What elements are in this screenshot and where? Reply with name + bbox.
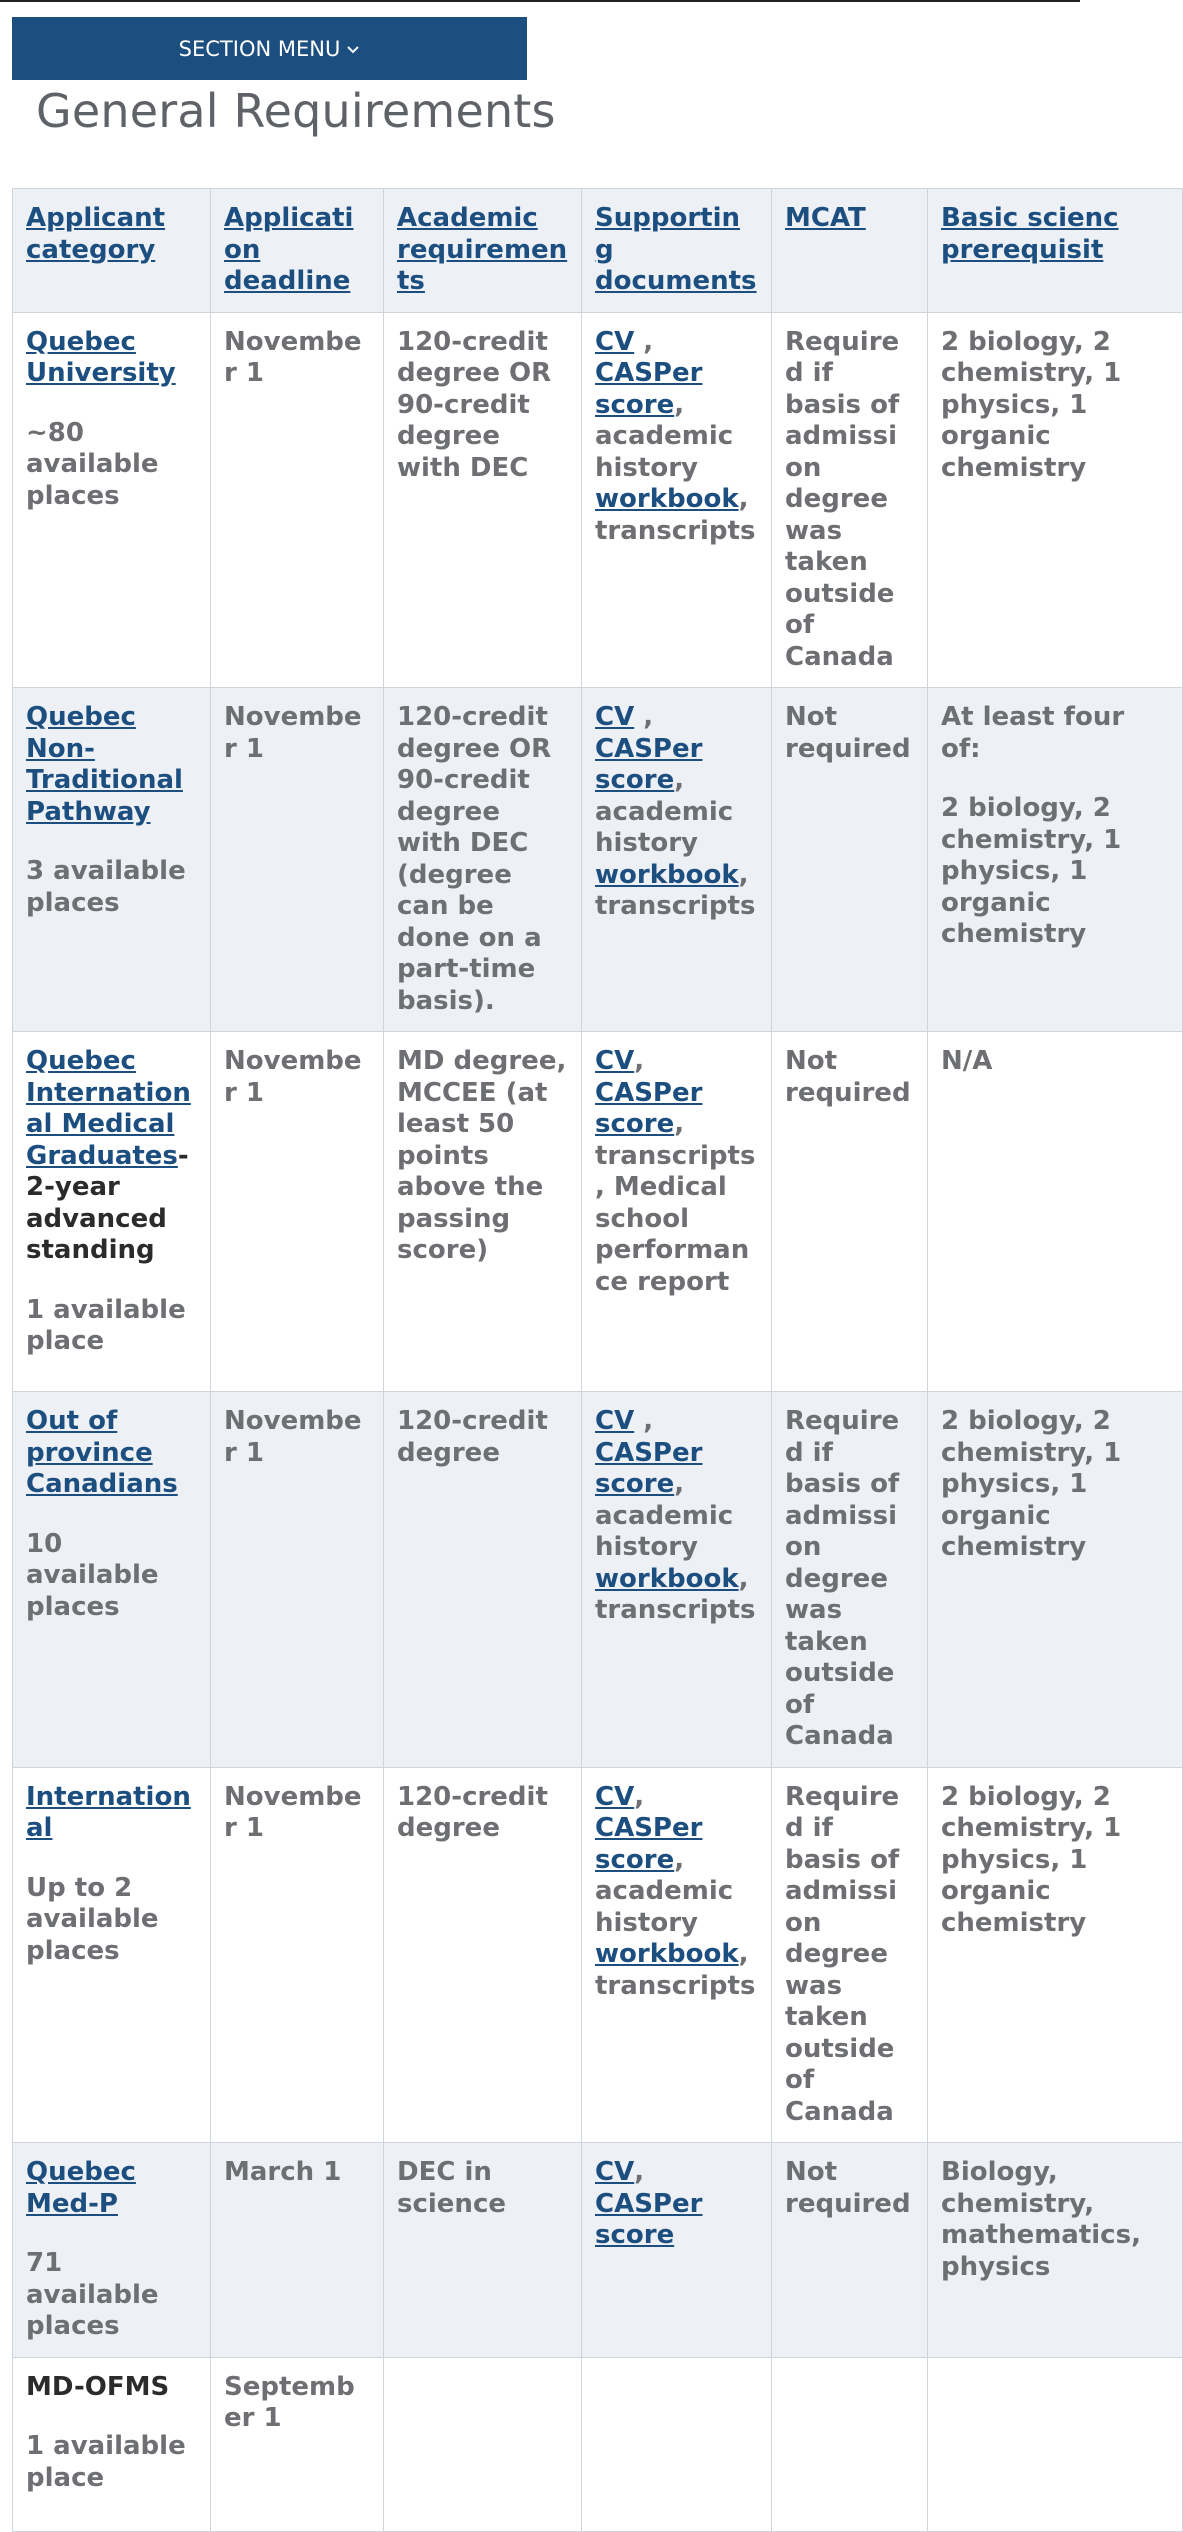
category-cell xyxy=(13,1767,211,2143)
mcat-cell: Not required xyxy=(772,688,928,1032)
cv-link[interactable]: CV xyxy=(595,2157,635,2187)
cv-link[interactable]: CV xyxy=(595,326,635,357)
workbook-link[interactable]: workbook xyxy=(595,859,739,890)
available-places: 10 available places xyxy=(26,1528,159,1622)
category-label-md-ofms: MD-OFMS xyxy=(26,2371,170,2402)
prerequisites-cell: 2 biology, 2 chemistry, 1 physics, 1 organic chemistry xyxy=(928,1767,1183,2143)
mcat-cell: Required if basis of admission degree was taken outside of Canada xyxy=(772,1767,928,2143)
header-cell xyxy=(928,189,1183,313)
casper-score-link[interactable]: CASPer score xyxy=(595,358,703,420)
header-applicant-category-link[interactable]: Applicant category xyxy=(26,203,166,265)
deadline-cell: November 1 xyxy=(211,1767,384,2143)
cv-link[interactable]: CV xyxy=(595,1046,635,1076)
deadline-cell: November 1 xyxy=(211,1392,384,1768)
workbook-link[interactable]: workbook xyxy=(595,484,739,514)
documents-cell xyxy=(582,2357,772,2531)
deadline-cell: September 1 xyxy=(211,2357,384,2531)
prereq-intro: At least four of: xyxy=(941,702,1125,764)
doc-text: transcripts xyxy=(595,1970,756,2001)
category-link-quebec-university[interactable]: Quebec University xyxy=(26,326,176,388)
header-cell xyxy=(384,189,582,313)
casper-score-link[interactable]: CASPer score xyxy=(595,1077,703,1139)
available-places: Up to 2 available places xyxy=(26,1872,159,1966)
workbook-link[interactable]: workbook xyxy=(595,1939,739,1969)
header-supporting-documents-link[interactable]: Supporting documents xyxy=(595,203,757,296)
deadline-cell: November 1 xyxy=(211,312,384,688)
category-link-quebec-non-traditional[interactable]: Quebec Non-Traditional Pathway xyxy=(26,702,183,827)
cv-link[interactable]: CV xyxy=(595,702,635,732)
header-cell xyxy=(211,189,384,313)
mcat-cell xyxy=(772,2357,928,2531)
table-header-row xyxy=(13,189,1183,313)
table-row xyxy=(13,1392,1183,1768)
prerequisites-cell xyxy=(928,688,1183,1032)
table-row xyxy=(13,1032,1183,1392)
cv-link[interactable]: CV xyxy=(595,1781,635,1812)
available-places: ~80 available places xyxy=(26,417,159,511)
table-row xyxy=(13,2357,1183,2531)
academic-cell xyxy=(384,2357,582,2531)
top-border xyxy=(0,0,1080,2)
header-cell xyxy=(582,189,772,313)
available-places: 1 available place xyxy=(26,1294,186,1356)
prerequisites-cell: N/A xyxy=(928,1032,1183,1392)
casper-score-link[interactable]: CASPer score xyxy=(595,1437,703,1499)
academic-cell: 120-credit degree OR 90-credit degree with DEC xyxy=(384,312,582,688)
doc-text: transcripts xyxy=(595,1595,756,1625)
casper-score-link[interactable]: CASPer score xyxy=(595,2188,703,2250)
doc-text: transcripts xyxy=(595,891,756,921)
academic-cell: 120-credit degree xyxy=(384,1767,582,2143)
cv-link[interactable]: CV xyxy=(595,1406,635,1436)
category-cell xyxy=(13,2143,211,2358)
academic-cell: 120-credit degree xyxy=(384,1392,582,1768)
table-row xyxy=(13,1767,1183,2143)
category-cell xyxy=(13,688,211,1032)
prerequisites-cell xyxy=(928,2357,1183,2531)
documents-cell: CV , CASPer score, academic history workbook, transcripts xyxy=(582,1392,772,1768)
prerequisites-cell: 2 biology, 2 chemistry, 1 physics, 1 organic chemistry xyxy=(928,1392,1183,1768)
deadline-cell: November 1 xyxy=(211,1032,384,1392)
category-suffix: - 2-year advanced standing xyxy=(26,1140,189,1265)
casper-score-link[interactable]: CASPer score xyxy=(595,1813,703,1875)
doc-text: transcripts xyxy=(595,515,756,546)
doc-text: academic history xyxy=(595,1876,734,1938)
prerequisites-cell: 2 biology, 2 chemistry, 1 physics, 1 organic chemistry xyxy=(928,312,1183,688)
requirements-table-container[interactable] xyxy=(12,188,1141,2493)
section-menu-button[interactable] xyxy=(12,17,527,80)
academic-cell: DEC in science xyxy=(384,2143,582,2358)
table-row xyxy=(13,2143,1183,2358)
category-link-quebec-img[interactable]: Quebec International Medical Graduates xyxy=(26,1046,191,1171)
header-academic-requirements-link[interactable]: Academic requirements xyxy=(397,203,568,296)
academic-cell: MD degree, MCCEE (at least 50 points above the passing score) xyxy=(384,1032,582,1392)
prerequisites-cell: Biology, chemistry, mathematics, physics xyxy=(928,2143,1183,2358)
category-cell xyxy=(13,312,211,688)
category-cell xyxy=(13,1032,211,1392)
section-menu-label: SECTION MENU xyxy=(178,36,341,61)
documents-cell: CV , CASPer score, academic history workbook, transcripts xyxy=(582,312,772,688)
available-places: 3 available places xyxy=(26,856,186,918)
header-basic-science-prerequisites-link[interactable]: Basic scienc prerequisit xyxy=(941,203,1119,265)
documents-cell: CV, CASPer score xyxy=(582,2143,772,2358)
chevron-down-icon xyxy=(346,39,360,60)
category-link-out-of-province[interactable]: Out of province Canadians xyxy=(26,1406,178,1499)
page-title: General Requirements xyxy=(36,84,556,138)
requirements-table xyxy=(12,188,1183,2532)
header-cell xyxy=(772,189,928,313)
category-cell xyxy=(13,2357,211,2531)
header-application-deadline-link[interactable]: Application deadline xyxy=(224,203,354,296)
mcat-cell: Required if basis of admission degree was taken outside of Canada xyxy=(772,312,928,688)
table-row xyxy=(13,688,1183,1032)
deadline-cell: November 1 xyxy=(211,688,384,1032)
header-mcat-link[interactable]: MCAT xyxy=(785,203,866,233)
table-row xyxy=(13,312,1183,688)
doc-text: academic history xyxy=(595,1500,734,1562)
deadline-cell: March 1 xyxy=(211,2143,384,2358)
available-places: 1 available place xyxy=(26,2431,186,2493)
mcat-cell: Required if basis of admission degree was taken outside of Canada xyxy=(772,1392,928,1768)
category-link-international[interactable]: International xyxy=(26,1781,191,1843)
documents-cell: CV, CASPer score, academic history workbook, transcripts xyxy=(582,1767,772,2143)
documents-cell: CV, CASPer score, transcripts, Medical school performance report xyxy=(582,1032,772,1392)
mcat-cell: Not required xyxy=(772,2143,928,2358)
mcat-cell: Not required xyxy=(772,1032,928,1392)
documents-cell: CV , CASPer score, academic history workbook, transcripts xyxy=(582,688,772,1032)
academic-cell: 120-credit degree OR 90-credit degree with DEC (degree can be done on a part-time basis). xyxy=(384,688,582,1032)
doc-text: transcripts, Medical school performance report xyxy=(595,1140,756,1297)
casper-score-link[interactable]: CASPer score xyxy=(595,733,703,795)
workbook-link[interactable]: workbook xyxy=(595,1563,739,1594)
doc-text: academic history xyxy=(595,796,734,858)
doc-text: academic history xyxy=(595,421,734,483)
category-link-quebec-med-p[interactable]: Quebec Med-P xyxy=(26,2157,136,2219)
header-cell xyxy=(13,189,211,313)
category-cell xyxy=(13,1392,211,1768)
prereq-list: 2 biology, 2 chemistry, 1 physics, 1 organic chemistry xyxy=(941,793,1122,949)
available-places: 71 available places xyxy=(26,2248,159,2341)
